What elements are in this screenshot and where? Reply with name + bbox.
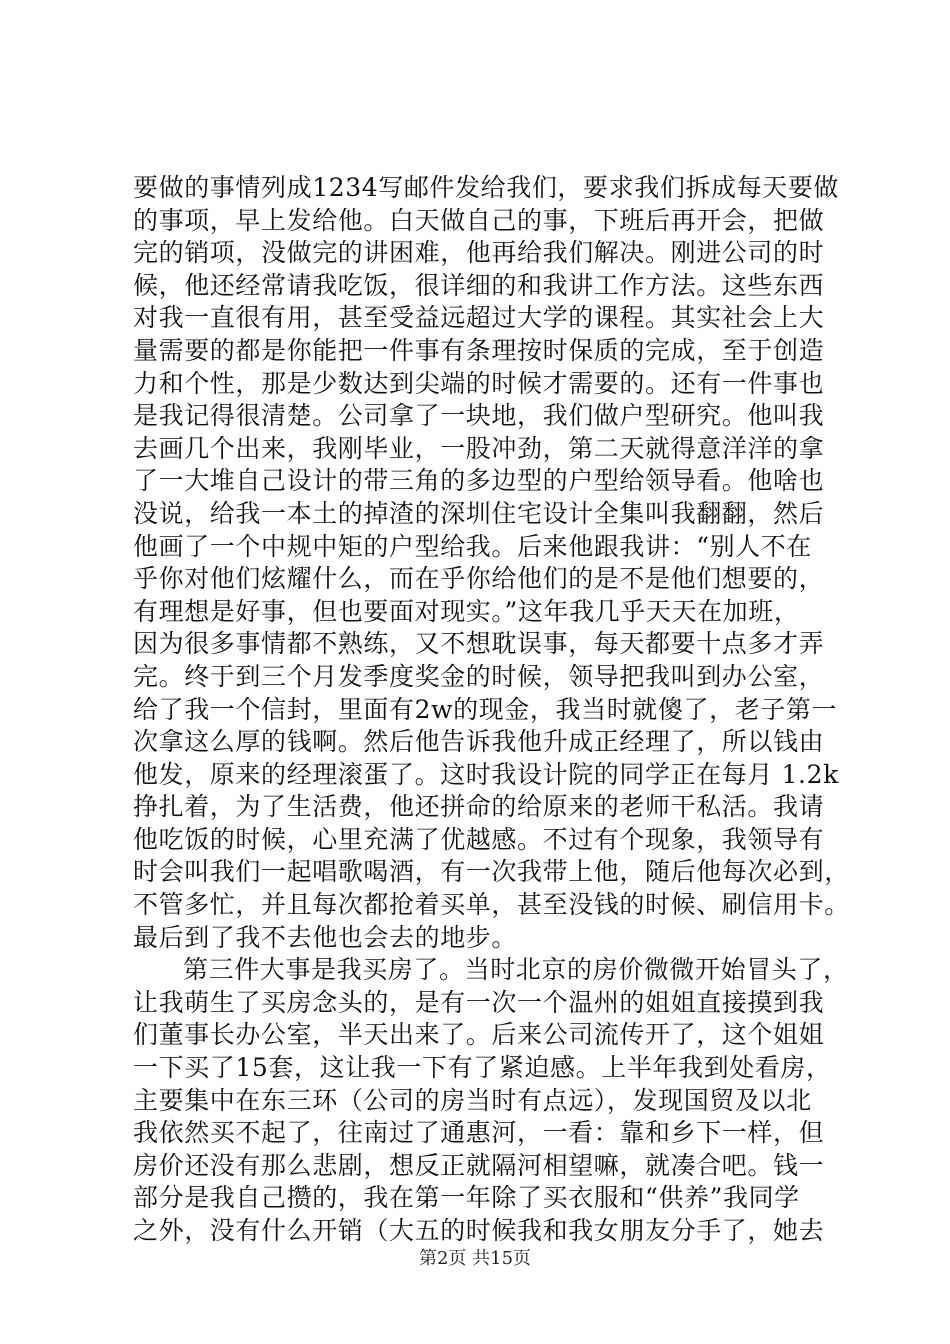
text-line: 给了我一个信封，里面有2w的现金，我当时就傻了，老子第一: [133, 694, 838, 724]
text-line: 去画几个出来，我刚毕业，一股冲劲，第二天就得意洋洋的拿: [133, 433, 825, 463]
text-line: 乎你对他们炫耀什么，而在乎你给他们的是不是他们想要的，: [133, 564, 825, 594]
text-line: 部分是我自己攒的，我在第一年除了买衣服和“供养”我同学: [133, 1183, 800, 1213]
text-line: 不管多忙，并且每次都抢着买单，甚至没钱的时候、刷信用卡。: [133, 890, 850, 920]
text-line: 们董事长办公室，半天出来了。后来公司流传开了，这个姐姐: [133, 1020, 825, 1050]
text-line: 主要集中在东三环（公司的房当时有点远），发现国贸及以北: [133, 1085, 812, 1115]
text-line: 房价还没有那么悲剧，想反正就隔河相望嘛，就凑合吧。钱一: [133, 1150, 825, 1180]
text-line: 一下买了15套，这让我一下有了紧迫感。上半年我到处看房，: [133, 1053, 832, 1083]
text-line: 没说，给我一本土的掉渣的深圳住宅设计全集叫我翻翻，然后: [133, 498, 825, 528]
text-line: 次拿这么厚的钱啊。然后他告诉我他升成正经理了，所以钱由: [133, 727, 825, 757]
text-line: 对我一直很有用，甚至受益远超过大学的课程。其实社会上大: [133, 303, 825, 333]
text-line: 挣扎着，为了生活费，他还拼命的给原来的老师干私活。我请: [133, 792, 825, 822]
text-line: 之外，没有什么开销（大五的时候我和我女朋友分手了，她去: [133, 1216, 825, 1245]
document-body: [133, 172, 850, 1248]
text-line: 时会叫我们一起唱歌喝酒，有一次我带上他，随后他每次必到，: [133, 857, 850, 887]
text-line: 量需要的都是你能把一件事有条理按时保质的完成，至于创造: [133, 335, 825, 365]
text-line: 的事项，早上发给他。白天做自己的事，下班后再开会，把做: [133, 205, 825, 235]
text-line: 力和个性，那是少数达到尖端的时候才需要的。还有一件事也: [133, 368, 825, 398]
text-line: 因为很多事情都不熟练，又不想耽误事，每天都要十点多才弄: [133, 629, 825, 659]
text-line: 完。终于到三个月发季度奖金的时候，领导把我叫到办公室，: [133, 661, 825, 691]
text-line: 有理想是好事，但也要面对现实。”这年我几乎天天在加班，: [133, 596, 800, 626]
text-line: 我依然买不起了，往南过了通惠河，一看：靠和乡下一样，但: [133, 1118, 825, 1148]
text-line: 让我萌生了买房念头的，是有一次一个温州的姐姐直接摸到我: [133, 987, 825, 1017]
text-line: 要做的事情列成1234写邮件发给我们，要求我们拆成每天要做: [133, 173, 840, 202]
text-line: 候，他还经常请我吃饭，很详细的和我讲工作方法。这些东西: [133, 270, 825, 300]
text-line: 他发，原来的经理滚蛋了。这时我设计院的同学正在每月 1.2k: [133, 759, 839, 789]
text-line: 了一大堆自己设计的带三角的多边型的户型给领导看。他啥也: [133, 466, 825, 496]
text-line: 他画了一个中规中矩的户型给我。后来他跟我讲：“别人不在: [133, 531, 812, 561]
text-line: 他吃饭的时候，心里充满了优越感。不过有个现象，我领导有: [133, 824, 825, 854]
text-line: 是我记得很清楚。公司拿了一块地，我们做户型研究。他叫我: [133, 401, 825, 431]
page-footer: [0, 1244, 950, 1270]
text-line: 最后到了我不去他也会去的地步。: [133, 922, 518, 952]
page-number-label: 第2页 共15页: [418, 1248, 532, 1269]
text-line: 第三件大事是我买房了。当时北京的房价微微开始冒头了，: [183, 955, 849, 985]
text-line: 完的销项，没做完的讲困难，他再给我们解决。刚进公司的时: [133, 238, 825, 268]
